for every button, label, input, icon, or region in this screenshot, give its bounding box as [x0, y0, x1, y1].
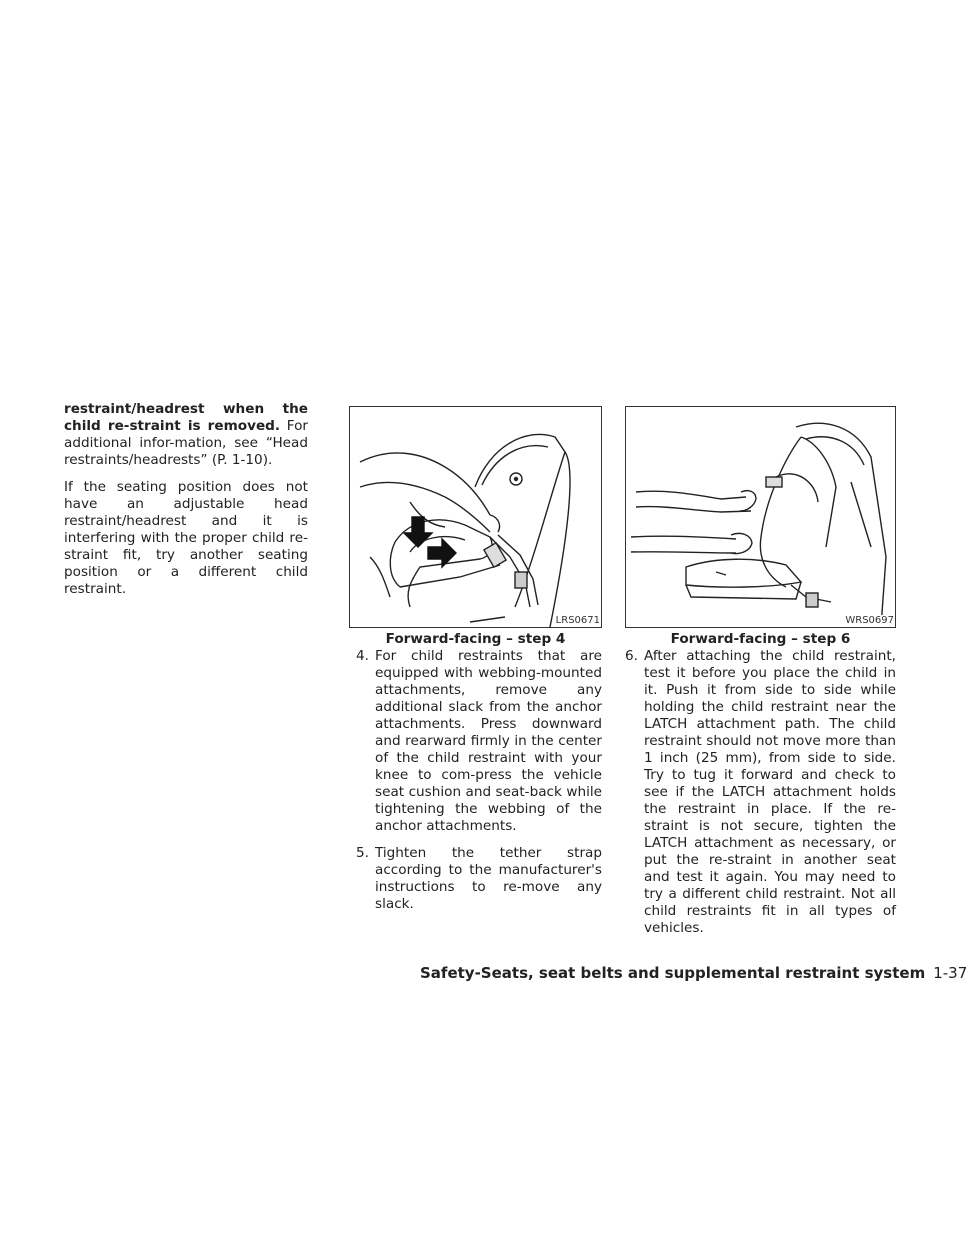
step-number: 4. — [356, 648, 369, 664]
child-seat-press-down-illustration — [350, 407, 601, 627]
step-text: After attaching the child restraint, test it before you place the child in it. Push it from side to side while holding the child restraint near the LATCH attachment path. The child restraint should not move more than 1 inch (25 mm), from side to side. Try to tug it forward and check to see if the LATCH attachment holds the restraint in place. If the re-straint is not secure, tighten the LATCH attachment as necessary, or put the re-straint in another seat and test it again. You may need to try a different child restraint. Not all child restraints fit in all types of vehicles. — [644, 648, 896, 936]
child-seat-push-test-illustration — [626, 407, 895, 627]
step-6 — [625, 648, 896, 937]
intro-paragraph-2: If the seating position does not have an adjustable head restraint/headrest and it is interfering with the proper child re-straint fit, try another seating position or a different child restraint. — [64, 479, 308, 597]
figure-code: LRS0671 — [555, 615, 600, 626]
step-5 — [356, 845, 602, 913]
section-title: Safety-Seats, seat belts and supplemental restraint system — [420, 964, 926, 982]
intro-paragraph — [64, 401, 308, 469]
intro-text: For additional infor-mation, see “Head restraints/headrests” (P. 1-10). — [64, 418, 308, 468]
figure-caption: Forward-facing – step 4 — [385, 631, 566, 647]
page-number: 1-37 — [933, 964, 967, 982]
step-number: 6. — [625, 648, 638, 664]
figure-caption: Forward-facing – step 6 — [670, 631, 851, 647]
step-4 — [356, 648, 602, 835]
page-footer — [420, 964, 967, 983]
intro-column — [64, 401, 308, 608]
intro-bold-lead: restraint/headrest when the child re-straint is removed. — [64, 401, 308, 434]
step-text: For child restraints that are equipped with webbing-mounted attachments, remove any additional slack from the anchor attachments. Press downward and rearward firmly in the center of the child restraint with your knee to com-press the vehicle seat cushion and seat-back while tightening the webbing of the anchor attachments. — [375, 648, 602, 834]
step-number: 5. — [356, 845, 369, 861]
steps-column-right — [625, 648, 896, 947]
figure-code: WRS0697 — [845, 615, 894, 626]
steps-column-middle — [356, 648, 602, 923]
step-text: Tighten the tether strap according to the manufacturer's instructions to re-move any slack. — [375, 845, 602, 912]
figure-step-4 — [349, 406, 602, 628]
figure-step-6 — [625, 406, 896, 628]
